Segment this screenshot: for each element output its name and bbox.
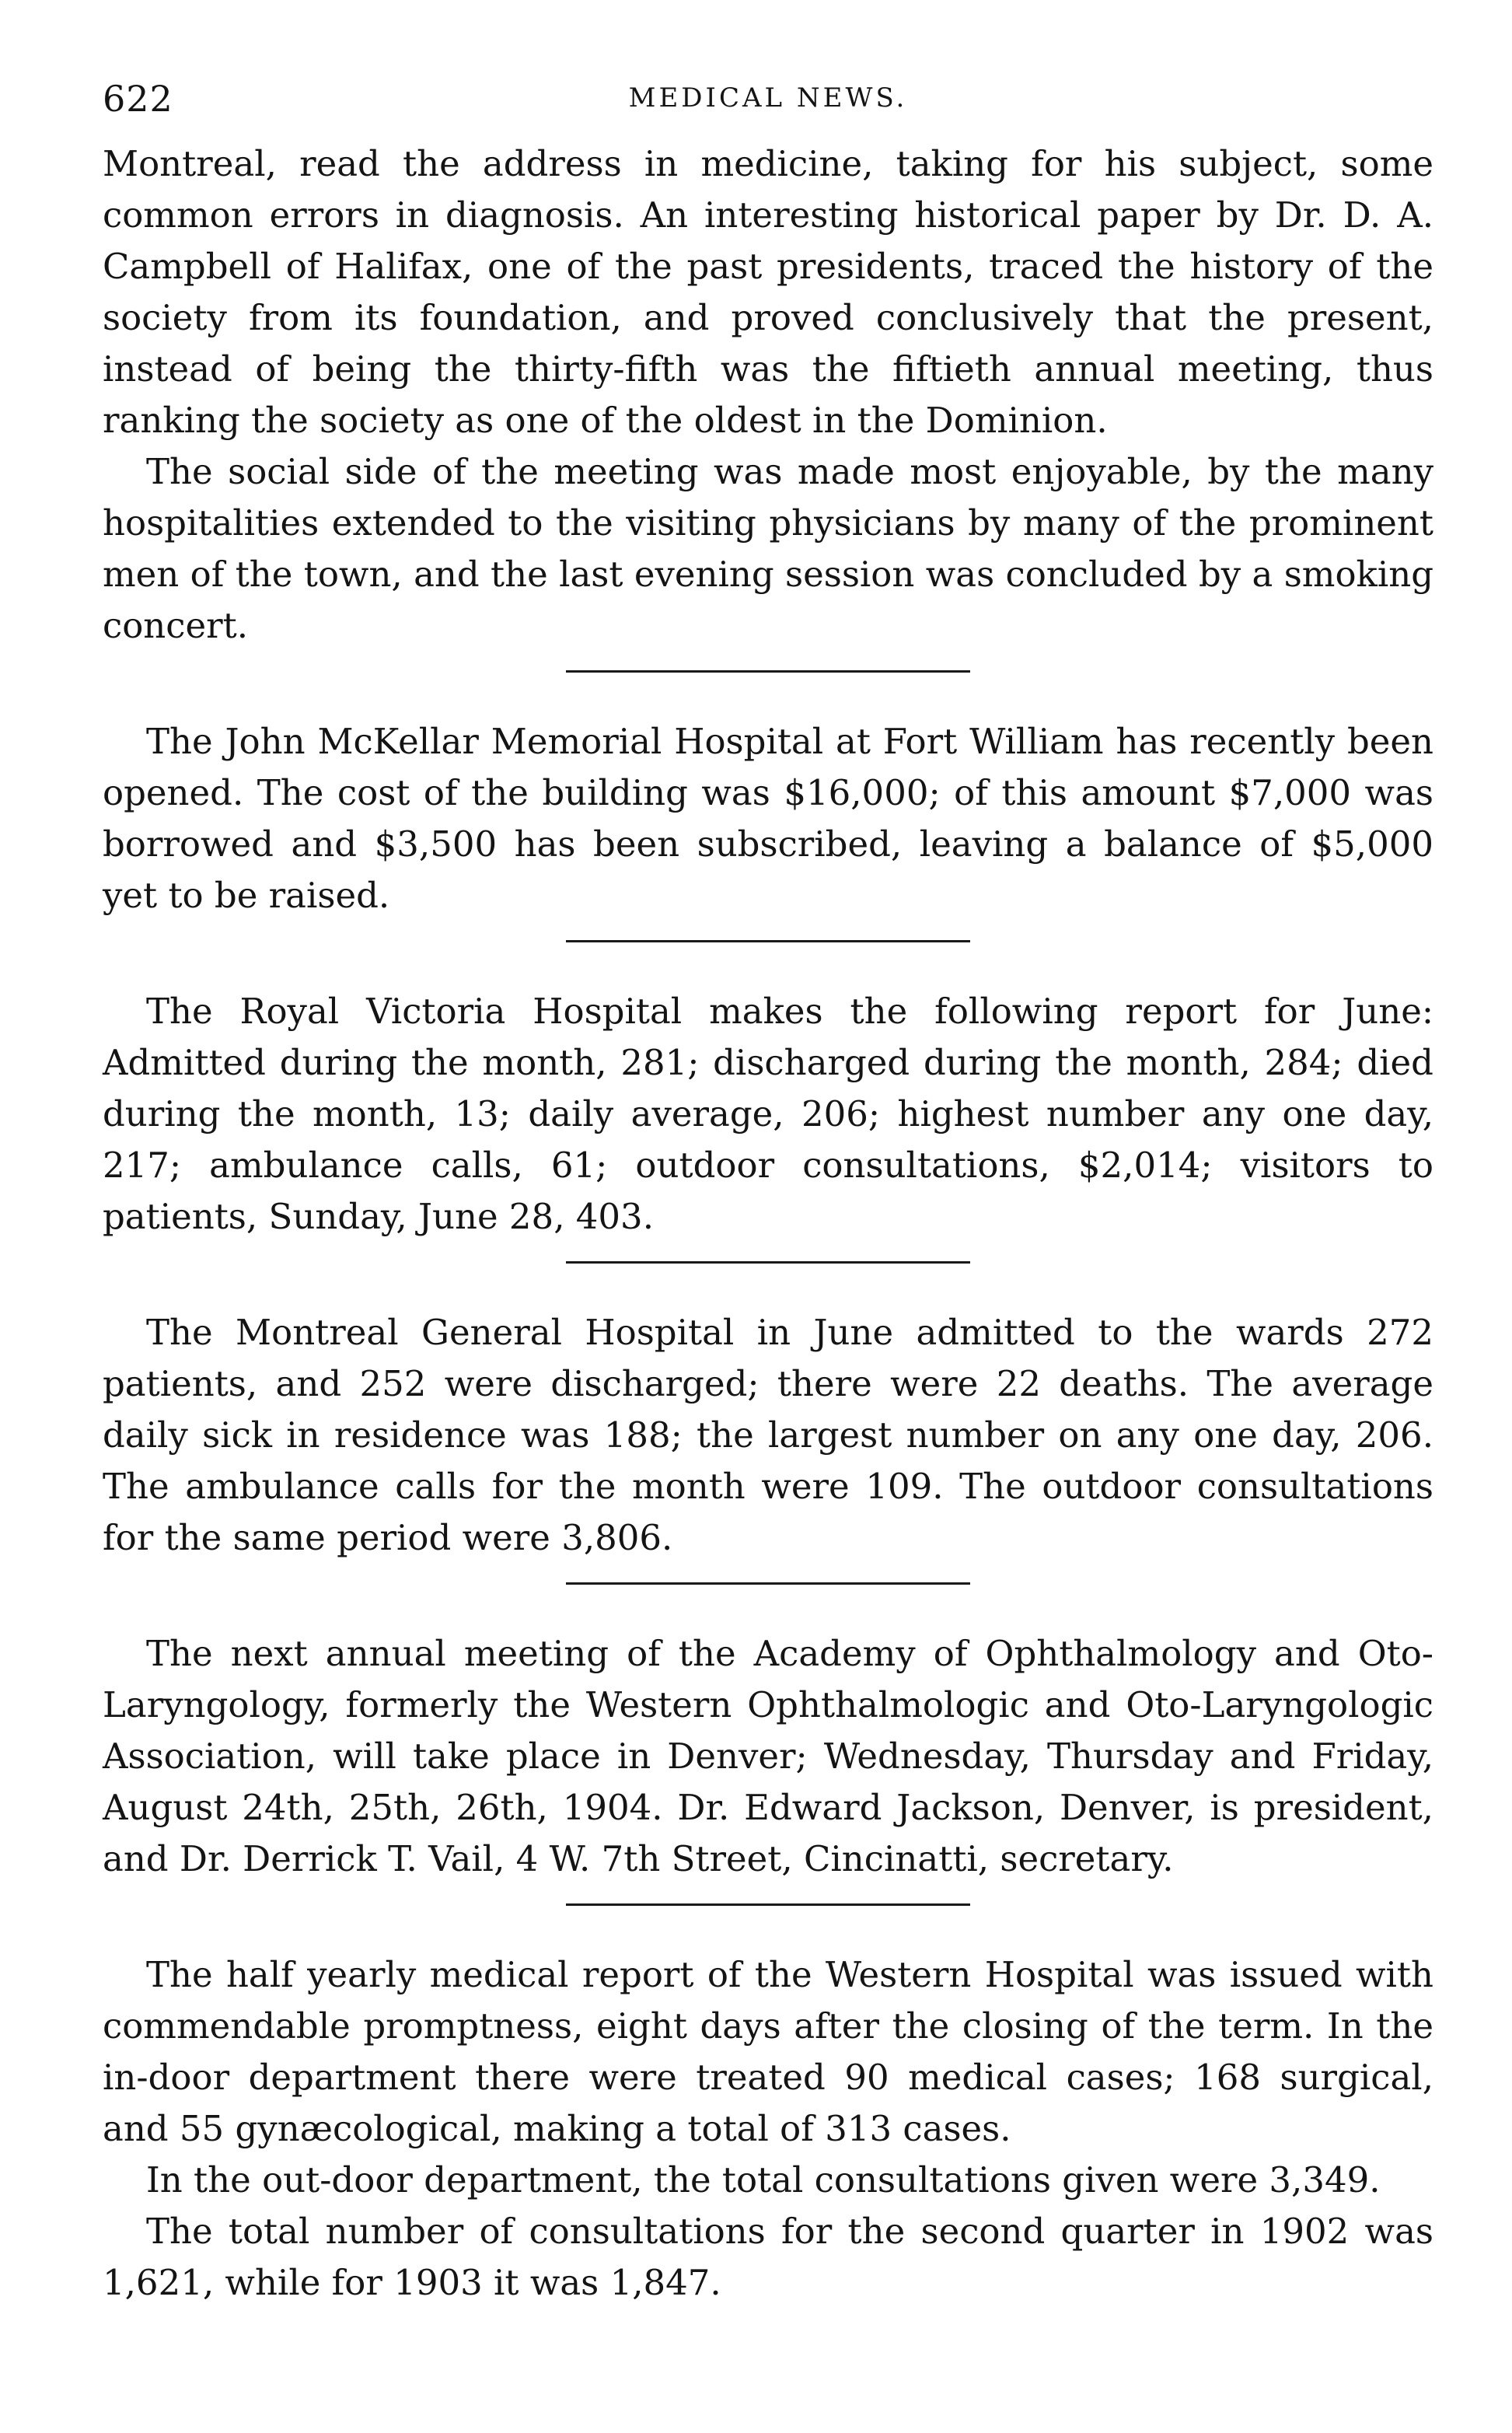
section-divider [566,1261,970,1264]
section-divider [566,1903,970,1906]
running-head [103,78,1433,132]
journal-title: MEDICAL NEWS. [628,82,908,114]
paragraph: The social side of the meeting was made most enjoyable, by the many hospitalities extended to the visiting physicians by many of the prominent men of the town, and the last evening session was concluded by a smoking concert. [103,451,1433,646]
document-page [103,78,1433,2309]
paragraph: The half yearly medical report of the Western Hospital was issued with commendable promptness, eight days after the closing of the term. In the in-door department there were treated 90 medical cases; 168 surgical, and 55 gynæcological, making a total of 313 cases. [103,1954,1433,2149]
paragraph: The total number of consultations for the second quarter in 1902 was 1,621, while for 1903 it was 1,847. [103,2211,1433,2303]
paragraph: The John McKellar Memorial Hospital at Fort William has recently been opened. The cost of the building was $16,000; of this amount $7,000 was borrowed and $3,500 has been subscribed, leaving a balance of $5,000 yet to be raised. [103,721,1433,916]
paragraph: Montreal, read the address in medicine, taking for his subject, some common errors in diagnosis. An interesting historical paper by Dr. D. A. Campbell of Halifax, one of the past presidents, traced the history of the society from its foundation, and proved conclusively that the present, instead of being the thirty-fifth was the fiftieth annual meeting, thus ranking the society as one of the oldest in the Dominion. [103,143,1433,441]
section-divider [566,940,970,942]
news-item-ophthalmology-meeting [103,1628,1433,1885]
news-item-royal-victoria-hospital [103,986,1433,1243]
news-item-meeting-continuation [103,138,1433,652]
news-item-montreal-general-hospital [103,1307,1433,1564]
paragraph: The next annual meeting of the Academy of Ophthalmology and Oto-Laryngology, formerly the Western Ophthalmologic and Oto-Laryngologic Association, will take place in Denver; Wednesday, Thursday and Friday, August 24th, 25th, 26th, 1904. Dr. Edward Jackson, Denver, is president, and Dr. Derrick T. Vail, 4 W. 7th Street, Cincinatti, secretary. [103,1633,1433,1879]
page-number: 622 [103,78,173,120]
section-divider [566,670,970,673]
news-item-mckellar-hospital [103,716,1433,921]
paragraph: In the out-door department, the total consultations given were 3,349. [146,2159,1381,2201]
section-divider [566,1582,970,1585]
paragraph: The Montreal General Hospital in June admitted to the wards 272 patients, and 252 were discharged; there were 22 deaths. The average daily sick in residence was 188; the largest number on any one day, 206. The ambulance calls for the month were 109. The outdoor consultations for the same period were 3,806. [103,1312,1433,1558]
news-item-western-hospital-report [103,1949,1433,2309]
paragraph: The Royal Victoria Hospital makes the following report for June: Admitted during the month, 281; discharged during the month, 284; died during the month, 13; daily average, 206; highest number any one day, 217; ambulance calls, 61; outdoor consultations, $2,014; visitors to patients, Sunday, June 28, 403. [103,991,1433,1237]
